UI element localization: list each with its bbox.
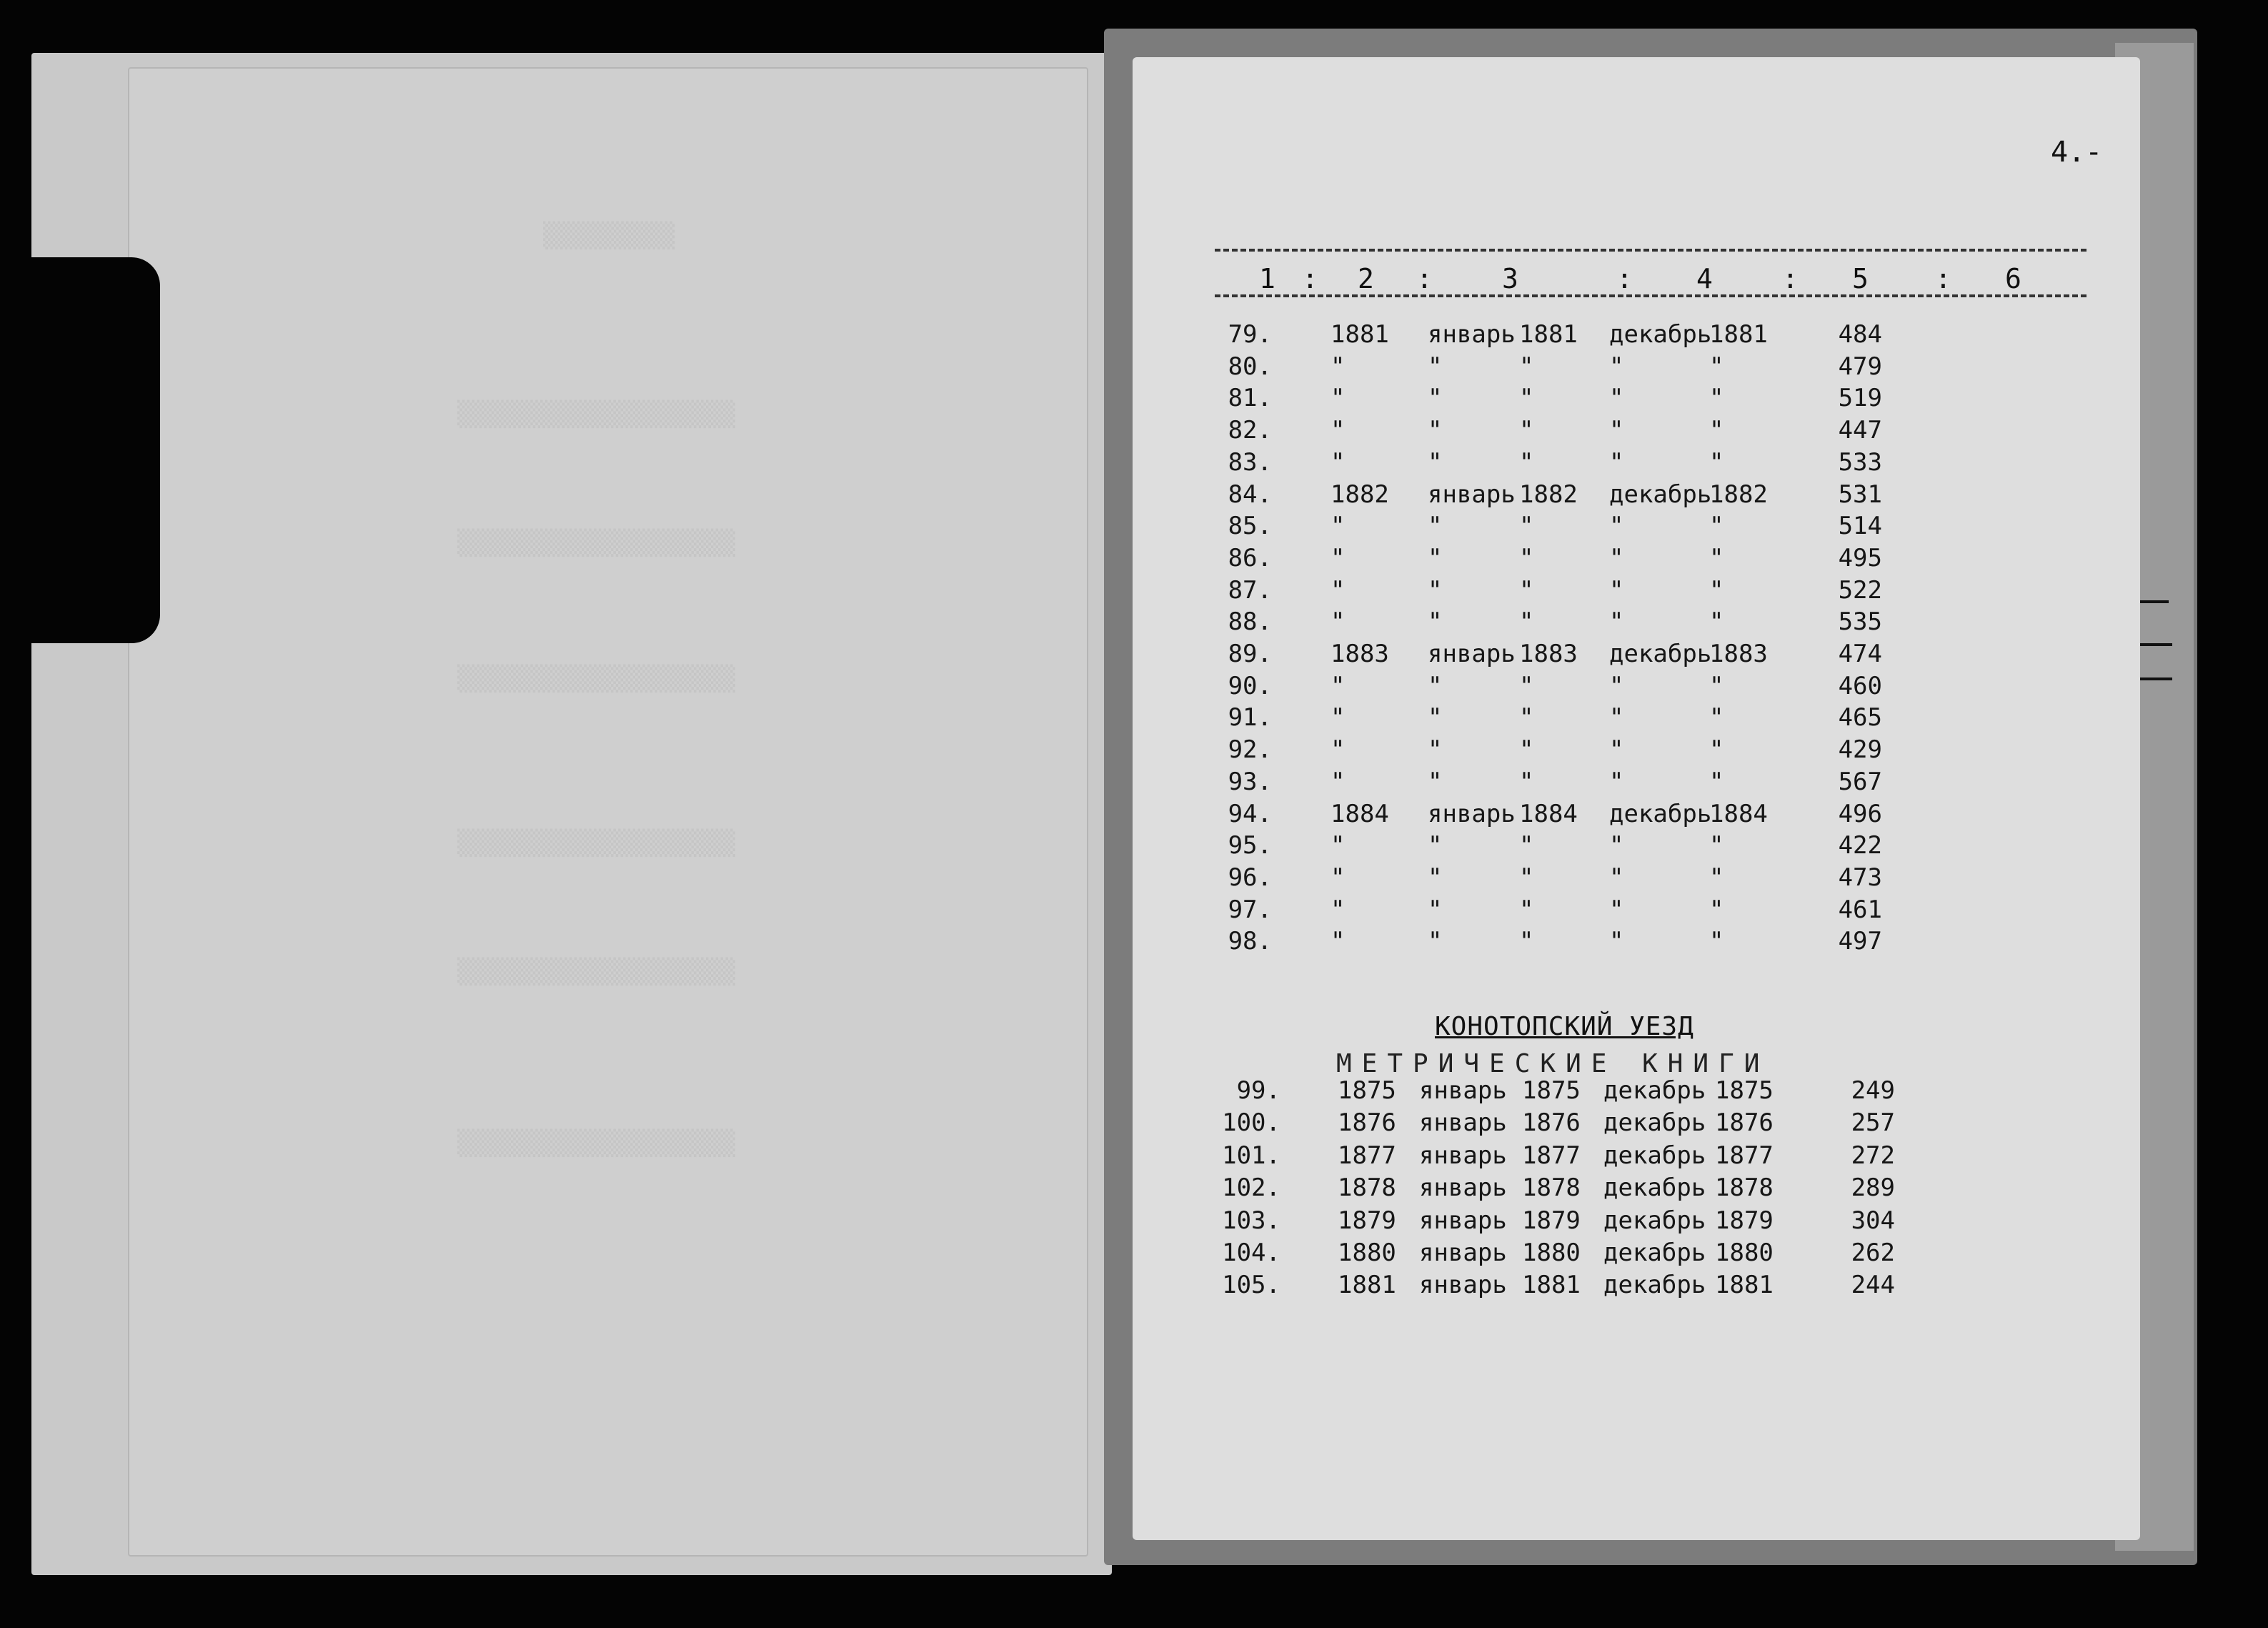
cell-end-year: " <box>1709 352 1724 381</box>
cell-start-month: январь <box>1419 1271 1507 1300</box>
cell-end-month: " <box>1609 863 1624 892</box>
row-number: 83. <box>1228 447 1272 477</box>
cell-year: 1881 <box>1338 1271 1396 1300</box>
cell-end-year: " <box>1709 703 1724 733</box>
cell-count: 249 <box>1851 1076 1895 1105</box>
cell-year: " <box>1331 703 1346 733</box>
cell-start-year: " <box>1519 735 1534 765</box>
cell-count: 465 <box>1838 703 1882 733</box>
table-row <box>0 672 2268 703</box>
row-number: 102. <box>1222 1173 1280 1203</box>
cell-start-year: " <box>1519 863 1534 892</box>
cell-start-month: " <box>1428 703 1443 733</box>
cell-year: " <box>1331 447 1346 477</box>
cell-start-year: " <box>1519 671 1534 700</box>
cell-end-year: 1875 <box>1715 1076 1774 1105</box>
cell-year: " <box>1331 543 1346 572</box>
cell-year: " <box>1331 416 1346 445</box>
row-number: 93. <box>1228 767 1272 796</box>
cell-end-year: " <box>1709 831 1724 860</box>
cell-start-month: " <box>1428 607 1443 637</box>
table-row <box>0 895 2268 927</box>
table-row <box>0 1141 2268 1173</box>
cell-start-month: " <box>1428 767 1443 796</box>
cell-start-year: " <box>1519 703 1534 733</box>
cell-end-year: " <box>1709 447 1724 477</box>
cell-year: 1883 <box>1331 640 1389 668</box>
cell-end-month: " <box>1609 416 1624 445</box>
row-number: 84. <box>1228 480 1272 509</box>
cell-end-year: 1876 <box>1715 1108 1774 1138</box>
cell-count: 535 <box>1838 607 1882 637</box>
cell-count: 244 <box>1851 1271 1895 1300</box>
column-separator: : <box>1782 263 1799 294</box>
row-number: 99. <box>1236 1076 1280 1105</box>
cell-count: 496 <box>1838 799 1882 828</box>
bleed-through-mark: ▒▒▒▒▒▒▒▒▒▒▒▒▒▒▒▒▒▒▒ <box>457 829 735 858</box>
table-row <box>0 831 2268 863</box>
cell-end-month: " <box>1609 767 1624 796</box>
page-number: 4.- <box>2051 136 2103 169</box>
cell-year: " <box>1331 767 1346 796</box>
cell-start-month: январь <box>1428 640 1516 668</box>
cell-start-year: 1876 <box>1522 1108 1581 1138</box>
cell-end-year: 1883 <box>1709 640 1768 668</box>
cell-start-month: " <box>1428 543 1443 572</box>
cell-end-month: декабрь <box>1609 799 1712 828</box>
cell-end-month: " <box>1609 575 1624 605</box>
cell-start-month: январь <box>1419 1173 1507 1203</box>
table-row <box>0 863 2268 895</box>
cell-end-year: " <box>1709 895 1724 924</box>
column-separator: : <box>1935 263 1951 294</box>
cell-end-year: 1881 <box>1715 1271 1774 1300</box>
row-number: 81. <box>1228 384 1272 413</box>
cell-year: " <box>1331 575 1346 605</box>
column-header-3: 3 <box>1502 263 1518 294</box>
cell-year: 1875 <box>1338 1076 1396 1105</box>
table-row <box>0 1108 2268 1140</box>
cell-start-month: " <box>1428 735 1443 765</box>
cell-count: 257 <box>1851 1108 1895 1138</box>
row-number: 100. <box>1222 1108 1280 1138</box>
cell-count: 484 <box>1838 320 1882 349</box>
cell-end-month: " <box>1609 831 1624 860</box>
row-number: 90. <box>1228 671 1272 700</box>
row-number: 92. <box>1228 735 1272 765</box>
cell-end-year: " <box>1709 927 1724 956</box>
cell-end-year: " <box>1709 384 1724 413</box>
cell-end-month: декабрь <box>1603 1141 1706 1170</box>
cell-start-month: " <box>1428 384 1443 413</box>
cell-end-year: 1880 <box>1715 1239 1774 1267</box>
cell-start-year: 1878 <box>1522 1173 1581 1203</box>
cell-end-month: " <box>1609 543 1624 572</box>
cell-end-month: " <box>1609 512 1624 541</box>
cell-start-year: " <box>1519 512 1534 541</box>
cell-year: " <box>1331 895 1346 924</box>
column-header-6: 6 <box>2005 263 2021 294</box>
row-number: 105. <box>1222 1271 1280 1300</box>
cell-end-year: " <box>1709 575 1724 605</box>
row-number: 94. <box>1228 799 1272 828</box>
table-row <box>0 416 2268 447</box>
cell-year: " <box>1331 607 1346 637</box>
cell-start-month: январь <box>1419 1108 1507 1138</box>
cell-year: " <box>1331 671 1346 700</box>
cell-start-month: " <box>1428 927 1443 956</box>
cell-start-year: " <box>1519 384 1534 413</box>
column-header-4: 4 <box>1696 263 1713 294</box>
row-number: 95. <box>1228 831 1272 860</box>
row-number: 87. <box>1228 575 1272 605</box>
cell-end-month: " <box>1609 352 1624 381</box>
cell-year: 1877 <box>1338 1141 1396 1170</box>
cell-start-month: январь <box>1428 799 1516 828</box>
cell-start-year: 1881 <box>1519 320 1578 349</box>
cell-start-month: " <box>1428 352 1443 381</box>
header-rule-bottom <box>1215 294 2087 297</box>
cell-start-year: 1877 <box>1522 1141 1581 1170</box>
cell-end-year: " <box>1709 671 1724 700</box>
cell-start-year: 1875 <box>1522 1076 1581 1105</box>
cell-start-month: январь <box>1428 480 1516 509</box>
cell-end-year: 1877 <box>1715 1141 1774 1170</box>
cell-year: " <box>1331 352 1346 381</box>
cell-start-year: 1883 <box>1519 640 1578 668</box>
cell-end-year: " <box>1709 512 1724 541</box>
bleed-through-mark: ▒▒▒▒▒▒▒▒▒ <box>543 222 675 250</box>
cell-count: 272 <box>1851 1141 1895 1170</box>
cell-year: " <box>1331 831 1346 860</box>
cell-start-year: " <box>1519 831 1534 860</box>
cell-start-year: " <box>1519 416 1534 445</box>
cell-year: 1879 <box>1338 1206 1396 1235</box>
table-row <box>0 1271 2268 1302</box>
cell-year: " <box>1331 863 1346 892</box>
section-title: КОНОТОПСКИЙ УЕЗД <box>1435 1012 1694 1041</box>
cell-year: 1881 <box>1331 320 1389 349</box>
cell-count: 497 <box>1838 927 1882 956</box>
row-number: 103. <box>1222 1206 1280 1235</box>
cell-end-year: " <box>1709 767 1724 796</box>
bleed-through-mark: ▒▒▒▒▒▒▒▒▒▒▒▒▒▒▒▒▒▒▒ <box>457 400 735 429</box>
cell-count: 531 <box>1838 480 1882 509</box>
table-row <box>0 352 2268 384</box>
row-number: 82. <box>1228 416 1272 445</box>
cell-end-month: декабрь <box>1603 1271 1706 1300</box>
cell-year: 1880 <box>1338 1239 1396 1267</box>
cell-count: 429 <box>1838 735 1882 765</box>
header-rule-top <box>1215 249 2087 252</box>
cell-year: " <box>1331 512 1346 541</box>
cell-end-year: 1884 <box>1709 799 1768 828</box>
cell-count: 519 <box>1838 384 1882 413</box>
cell-end-month: декабрь <box>1609 640 1712 668</box>
cell-start-month: январь <box>1419 1076 1507 1105</box>
cell-count: 304 <box>1851 1206 1895 1235</box>
row-number: 85. <box>1228 512 1272 541</box>
cell-end-month: декабрь <box>1603 1173 1706 1203</box>
column-header-5: 5 <box>1852 263 1869 294</box>
table-row <box>0 768 2268 799</box>
column-header-1: 1 <box>1259 263 1275 294</box>
cell-start-month: " <box>1428 512 1443 541</box>
row-number: 97. <box>1228 895 1272 924</box>
cell-end-month: декабрь <box>1609 320 1712 349</box>
cell-end-month: " <box>1609 735 1624 765</box>
cell-end-year: 1879 <box>1715 1206 1774 1235</box>
row-number: 86. <box>1228 543 1272 572</box>
table-row <box>0 1206 2268 1238</box>
cell-count: 447 <box>1838 416 1882 445</box>
cell-count: 495 <box>1838 543 1882 572</box>
cell-end-month: декабрь <box>1603 1076 1706 1105</box>
table-row <box>0 1076 2268 1108</box>
cell-end-year: " <box>1709 543 1724 572</box>
cell-end-year: " <box>1709 607 1724 637</box>
table-row <box>0 320 2268 352</box>
table-row <box>0 800 2268 831</box>
cell-start-year: " <box>1519 607 1534 637</box>
table-row <box>0 544 2268 575</box>
bleed-through-mark: ▒▒▒▒▒▒▒▒▒▒▒▒▒▒▒▒▒▒▒ <box>457 665 735 693</box>
table-row <box>0 576 2268 607</box>
table-row <box>0 1173 2268 1205</box>
cell-count: 474 <box>1838 640 1882 668</box>
cell-end-month: декабрь <box>1603 1239 1706 1267</box>
cell-end-year: " <box>1709 735 1724 765</box>
cell-end-year: " <box>1709 416 1724 445</box>
cell-start-year: " <box>1519 543 1534 572</box>
cell-end-year: 1881 <box>1709 320 1768 349</box>
bleed-through-mark: ▒▒▒▒▒▒▒▒▒▒▒▒▒▒▒▒▒▒▒ <box>457 1129 735 1158</box>
section-subtitle: МЕТРИЧЕСКИЕ КНИГИ <box>1336 1049 1770 1078</box>
cell-end-year: 1882 <box>1709 480 1768 509</box>
cell-end-month: " <box>1609 384 1624 413</box>
cell-start-year: 1879 <box>1522 1206 1581 1235</box>
cell-start-year: 1884 <box>1519 799 1578 828</box>
cell-count: 514 <box>1838 512 1882 541</box>
table-row <box>0 735 2268 767</box>
row-number: 80. <box>1228 352 1272 381</box>
row-number: 88. <box>1228 607 1272 637</box>
table-row <box>0 384 2268 415</box>
cell-count: 533 <box>1838 447 1882 477</box>
cell-end-year: 1878 <box>1715 1173 1774 1203</box>
cell-count: 473 <box>1838 863 1882 892</box>
bleed-through-mark: ▒▒▒▒▒▒▒▒▒▒▒▒▒▒▒▒▒▒▒ <box>457 529 735 557</box>
cell-year: " <box>1331 927 1346 956</box>
cell-start-month: " <box>1428 831 1443 860</box>
cell-start-month: " <box>1428 416 1443 445</box>
table-row <box>0 480 2268 512</box>
column-header-2: 2 <box>1358 263 1374 294</box>
cell-start-year: 1881 <box>1522 1271 1581 1300</box>
cell-start-month: январь <box>1428 320 1516 349</box>
cell-count: 567 <box>1838 767 1882 796</box>
cell-start-month: январь <box>1419 1141 1507 1170</box>
cell-end-month: декабрь <box>1603 1108 1706 1138</box>
cell-end-month: " <box>1609 927 1624 956</box>
column-separator: : <box>1416 263 1433 294</box>
column-separator: : <box>1302 263 1318 294</box>
table-row <box>0 607 2268 639</box>
table-row <box>0 703 2268 735</box>
cell-year: 1884 <box>1331 799 1389 828</box>
cell-end-month: " <box>1609 895 1624 924</box>
cell-start-month: январь <box>1419 1206 1507 1235</box>
cell-count: 479 <box>1838 352 1882 381</box>
cell-start-month: " <box>1428 863 1443 892</box>
row-number: 98. <box>1228 927 1272 956</box>
cell-end-month: декабрь <box>1603 1206 1706 1235</box>
cell-start-year: " <box>1519 447 1534 477</box>
cell-count: 461 <box>1838 895 1882 924</box>
cell-count: 422 <box>1838 831 1882 860</box>
cell-start-month: " <box>1428 447 1443 477</box>
cell-start-year: " <box>1519 895 1534 924</box>
cell-start-month: " <box>1428 671 1443 700</box>
row-number: 96. <box>1228 863 1272 892</box>
table-row <box>0 512 2268 543</box>
cell-start-year: " <box>1519 767 1534 796</box>
cell-start-year: " <box>1519 927 1534 956</box>
cell-start-year: 1880 <box>1522 1239 1581 1267</box>
cell-year: " <box>1331 384 1346 413</box>
cell-start-month: " <box>1428 575 1443 605</box>
cell-start-month: январь <box>1419 1239 1507 1267</box>
cell-end-month: " <box>1609 447 1624 477</box>
cell-end-year: " <box>1709 863 1724 892</box>
cell-start-year: 1882 <box>1519 480 1578 509</box>
cell-year: 1878 <box>1338 1173 1396 1203</box>
row-number: 79. <box>1228 320 1272 349</box>
cell-count: 262 <box>1851 1239 1895 1267</box>
cell-end-month: " <box>1609 703 1624 733</box>
cell-end-month: " <box>1609 671 1624 700</box>
cell-end-month: " <box>1609 607 1624 637</box>
cell-count: 522 <box>1838 575 1882 605</box>
cell-year: 1882 <box>1331 480 1389 509</box>
cell-year: " <box>1331 735 1346 765</box>
column-separator: : <box>1616 263 1633 294</box>
table-row <box>0 640 2268 671</box>
row-number: 104. <box>1222 1239 1280 1267</box>
table-row <box>0 1239 2268 1270</box>
cell-start-year: " <box>1519 575 1534 605</box>
cell-end-month: декабрь <box>1609 480 1712 509</box>
cell-start-year: " <box>1519 352 1534 381</box>
cell-start-month: " <box>1428 895 1443 924</box>
table-row <box>0 927 2268 958</box>
table-row <box>0 448 2268 480</box>
row-number: 91. <box>1228 703 1272 733</box>
cell-year: 1876 <box>1338 1108 1396 1138</box>
cell-count: 289 <box>1851 1173 1895 1203</box>
row-number: 101. <box>1222 1141 1280 1170</box>
bleed-through-mark: ▒▒▒▒▒▒▒▒▒▒▒▒▒▒▒▒▒▒▒ <box>457 958 735 986</box>
row-number: 89. <box>1228 640 1272 668</box>
cell-count: 460 <box>1838 671 1882 700</box>
